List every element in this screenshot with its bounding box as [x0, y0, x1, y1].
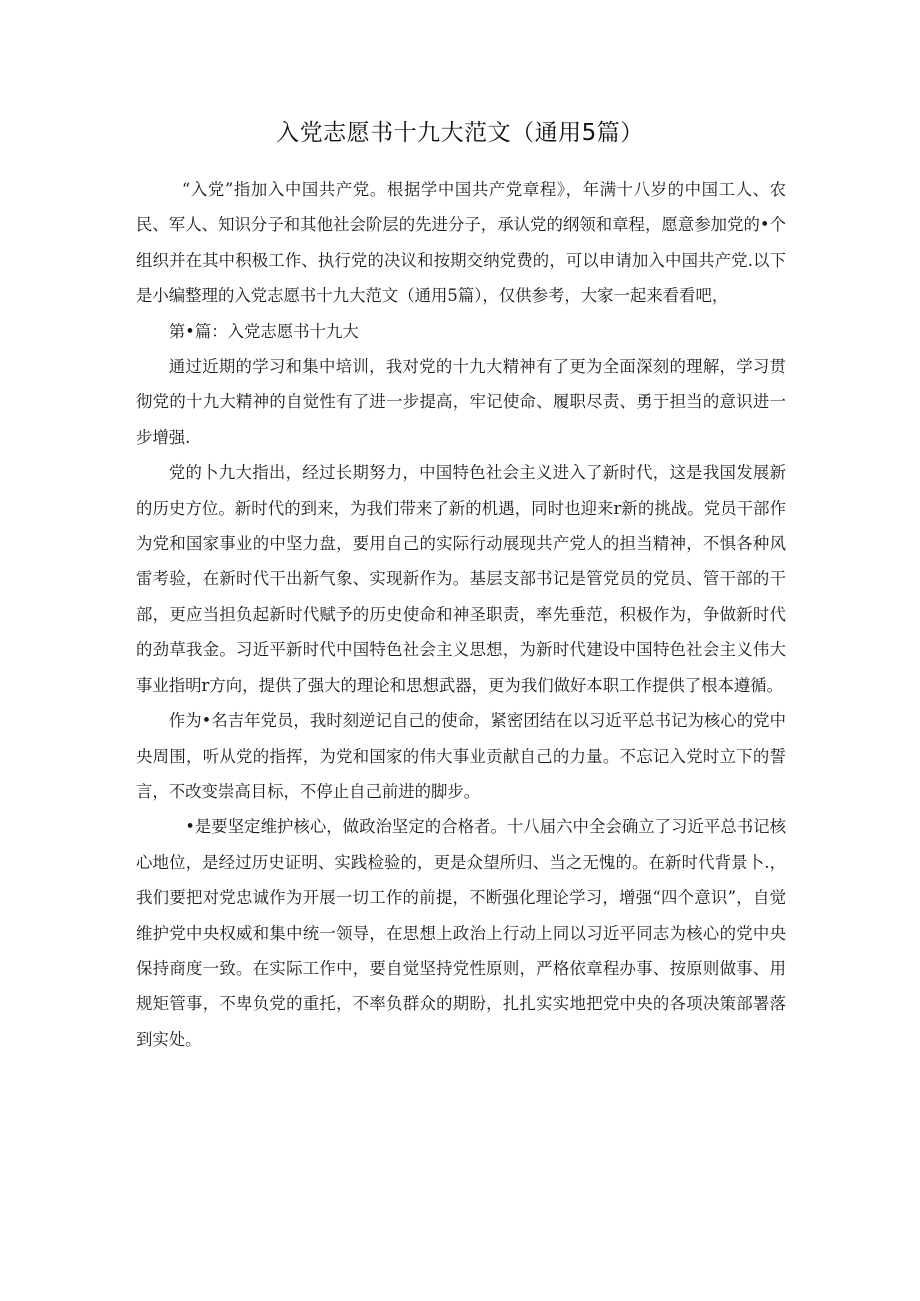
- body-paragraph: •是要坚定维护核心，做政治坚定的合格者。十八届六中全会确立了习近平总书记核心地位，是经过历史证明、实践检验的，更是众望所归、当之无愧的。在新时代背景卜.，我们要把对党忠诚作为开展一切工作的前提，不断强化理论学习，增强“四个意识”，自觉维护党中央权威和集中统一领导，在思想上政治上行动上同以习近平同志为核心的党中央保持商度一致。在实际工作中，要自觉坚持党性原则，严格依章程办事、按原则做事、用规矩管事，不卑负党的重托，不率负群众的期盼，扎扎实实地把党中央的各项决策部署落到实处。: [136, 817, 786, 1049]
- document-body: [136, 172, 786, 1057]
- body-paragraph: 通过近期的学习和集中培训，我对党的十九大精神有了更为全面深刻的理解，学习贯彻党的十九大精神的自觉性有了进一步提高，牢记使命、履职尽责、勇于担当的意识进一步增强.: [136, 357, 786, 447]
- body-paragraph: 作为•名吉年党员，我时刻逆记自己的使命，紧密团结在以习近平总书记为核心的党中央周围，听从党的指挥，为党和国家的伟大事业贡献自己的力量。不忘记入党时立下的誓言，不改变崇高目标，不停止自己前进的脚步。: [136, 711, 786, 801]
- document-title: 入党志愿书十九大范文（通用5篇）: [276, 120, 644, 146]
- section-heading: 第•篇：入党志愿书十九大: [168, 321, 359, 341]
- intro-paragraph: “入党”指加入中国共产党。根据学中国共产党章程》，年满十八岁的中国工人、农民、军人、知识分子和其他社会阶层的先进分子，承认党的纲领和章程，愿意参加党的•个组织并在其中积极工作、执行党的决议和按期交纳党费的，可以申请加入中国共产党.以下是小编整理的入党志愿书十九大范文（通用5篇），仅供参考，大家一起来看看吧，: [136, 180, 786, 306]
- body-paragraph: 党的卜九大指出，经过长期努力，中国特色社会主义进入了新时代，这是我国发展新的历史方位。新时代的到来，为我们带来了新的机遇，同时也迎来r新的挑战。党员干部作为党和国家事业的中坚力盘，要用自己的实际行动展现共产党人的担当精神，不惧各种风雷考验，在新时代干出新气象、实现新作为。基层支部书记是管党员的党员、管干部的干部，更应当担负起新时代赋予的历史使命和神圣职责，率先垂范，积极作为，争做新时代的劲草我金。习近平新时代中国特色社会主义思想，为新时代建设中国特色社会主义伟大事业指明r方向，提供了强大的理论和思想武器，更为我们做好本职工作提供了根本遵循。: [136, 463, 786, 695]
